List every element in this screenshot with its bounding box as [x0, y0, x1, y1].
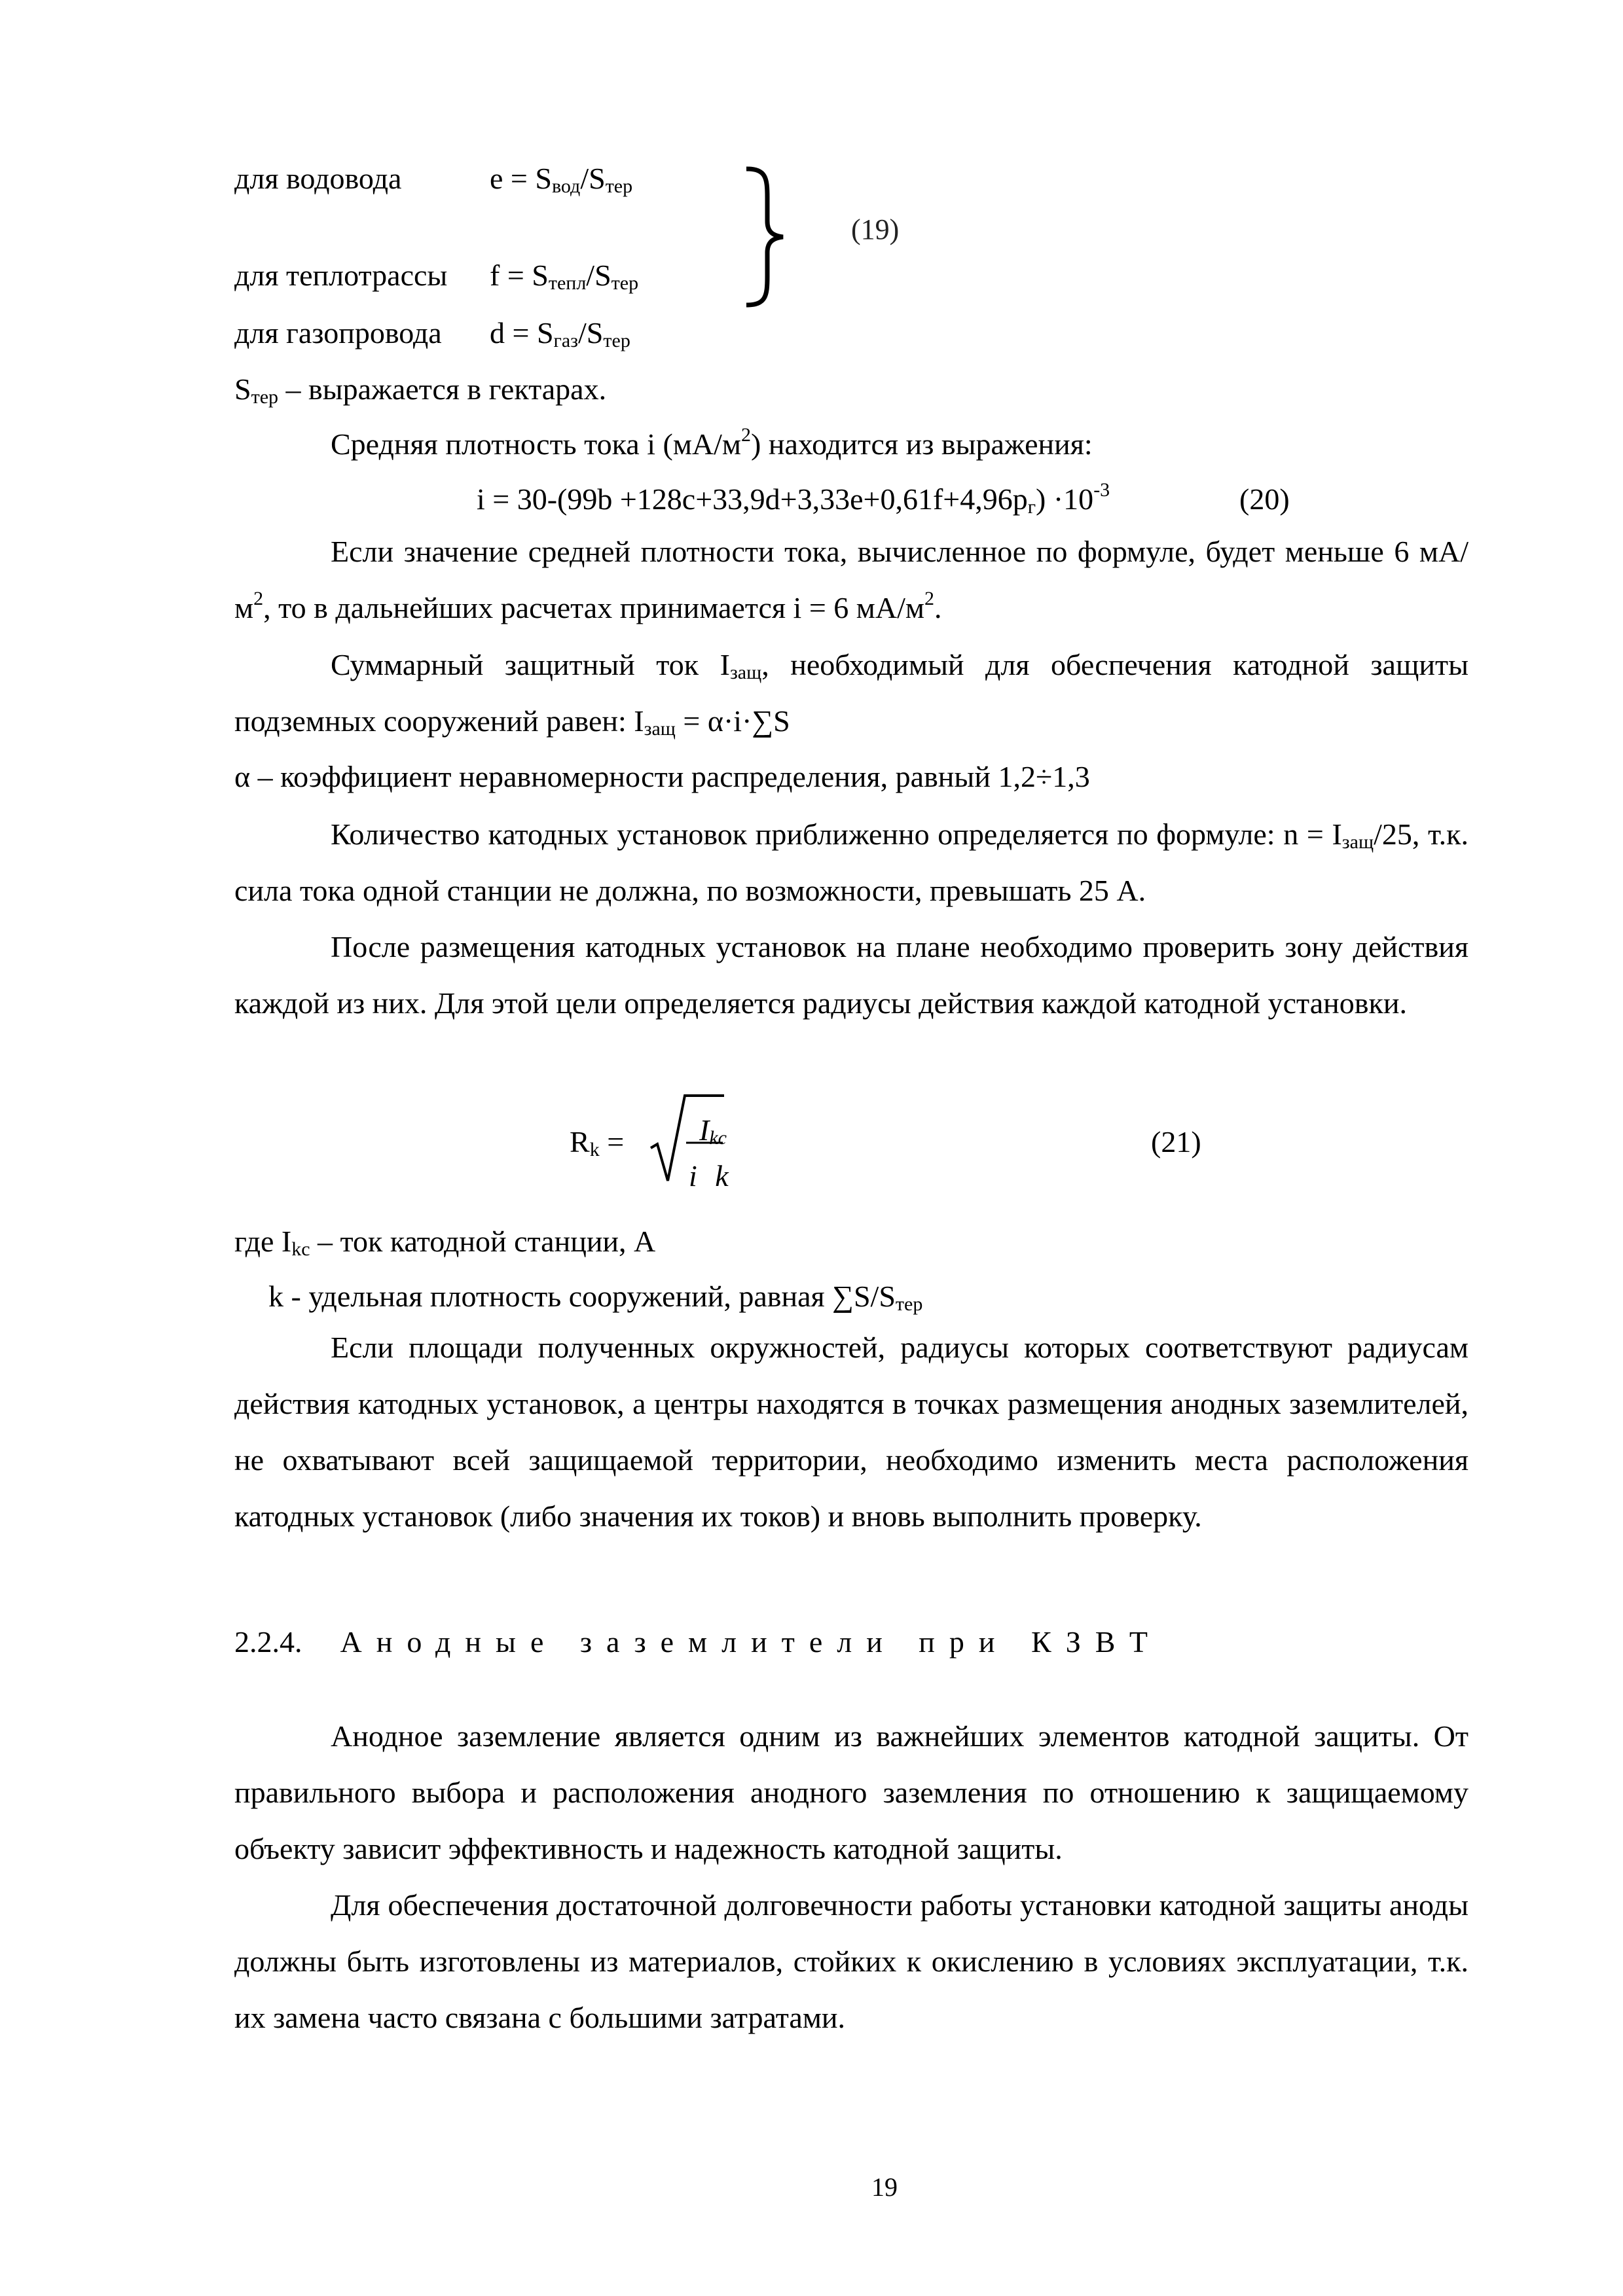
formula20-number: (20) — [1239, 482, 1290, 516]
formula21-numerator: $I_{kc}$ — [699, 1113, 727, 1149]
station-count-paragraph: Количество катодных установок приближенно определяется по формуле: $n = I_{защ}/25$, т.к. сила тока одной станции не должна, по возможности, превышать 25 А. — [234, 817, 1468, 907]
where-line: где $I_{kc}$ – ток катодной станции, А — [234, 1225, 656, 1260]
page-number: 19 — [871, 2172, 898, 2202]
if-less-paragraph: Если значение средней плотности тока, вычисленное по формуле, будет меньше 6 $мА/м^2$, то в дальнейших расчетах принимается i = 6 $мА/м^2$. — [234, 535, 1468, 624]
formula19-row3-expr: $d = S_{газ}/S_{тер}$ — [490, 316, 630, 351]
ster-line: $S_{тер}$ – выражается в гектарах. — [234, 372, 607, 408]
circles-paragraph: Если площади полученных окружностей, радиусы которых соответствуют радиусам действия катодных установок, а центры находятся в точках размещения анодных заземлителей, не охватывают всей защищаемой территории, необходимо изменить места расположения катодных установок (либо значения их токов) и вновь выполнить проверку. — [234, 1331, 1468, 1533]
placement-paragraph: После размещения катодных установок на плане необходимо проверить зону действия каждой из них. Для этой цели определяется радиусы действия каждой катодной установки. — [234, 930, 1468, 1020]
alpha-line: α – коэффициент неравномерности распределения, равный 1,2÷1,3 — [234, 760, 1090, 793]
total-current-paragraph: Суммарный защитный ток $I_{защ}$, необходимый для обеспечения катодной защиты подземных сооружений равен: $I_{защ} = \alpha\cdot i\cdot\sum S$ — [234, 648, 1468, 740]
formula19-row1-expr: $e = S_{вод}/S_{тер}$ — [490, 162, 633, 197]
k-line: k - удельная плотность сооружений, равная $\sum S/S_{тер}$ — [268, 1280, 923, 1315]
section-title: Анодные заземлители при КЗВТ — [340, 1625, 1162, 1659]
formula19-row2-label: для теплотрассы — [234, 259, 448, 292]
formula20: $i = 30-(99b +128c+33,9d+3,33e+0,61f+4,96p_г) \cdot 10^{-3}$ — [477, 479, 1110, 518]
formula19-row3-label: для газопровода — [234, 316, 442, 350]
formula21-lhs: $R_k$ = — [570, 1125, 625, 1160]
formula19-number: (19) — [851, 213, 900, 245]
right-brace-icon — [740, 165, 792, 309]
formula21-number: (21) — [1151, 1125, 1201, 1158]
anode-paragraph-1: Анодное заземление является одним из важнейших элементов катодной защиты. От правильного выбора и расположения анодного заземления по отношению к защищаемому объекту зависит эффективность и надежность катодной защиты. — [234, 1719, 1468, 1865]
formula21-denominator: i k — [689, 1159, 734, 1193]
formula19-row1-label: для водовода — [234, 162, 402, 195]
section-number: 2.2.4. — [234, 1625, 302, 1659]
anode-paragraph-2: Для обеспечения достаточной долговечности работы установки катодной защиты аноды должны быть изготовлены из материалов, стойких к окислению в условиях эксплуатации, т.к. их замена часто связана с большими затратами. — [234, 1888, 1468, 2034]
section-heading — [234, 1624, 1162, 1659]
current-density-paragraph: Средняя плотность тока i $(мА/м^2)$ находится из выражения: — [331, 424, 1093, 461]
formula19-row2-expr: $f = S_{тепл}/S_{тер}$ — [490, 259, 639, 294]
